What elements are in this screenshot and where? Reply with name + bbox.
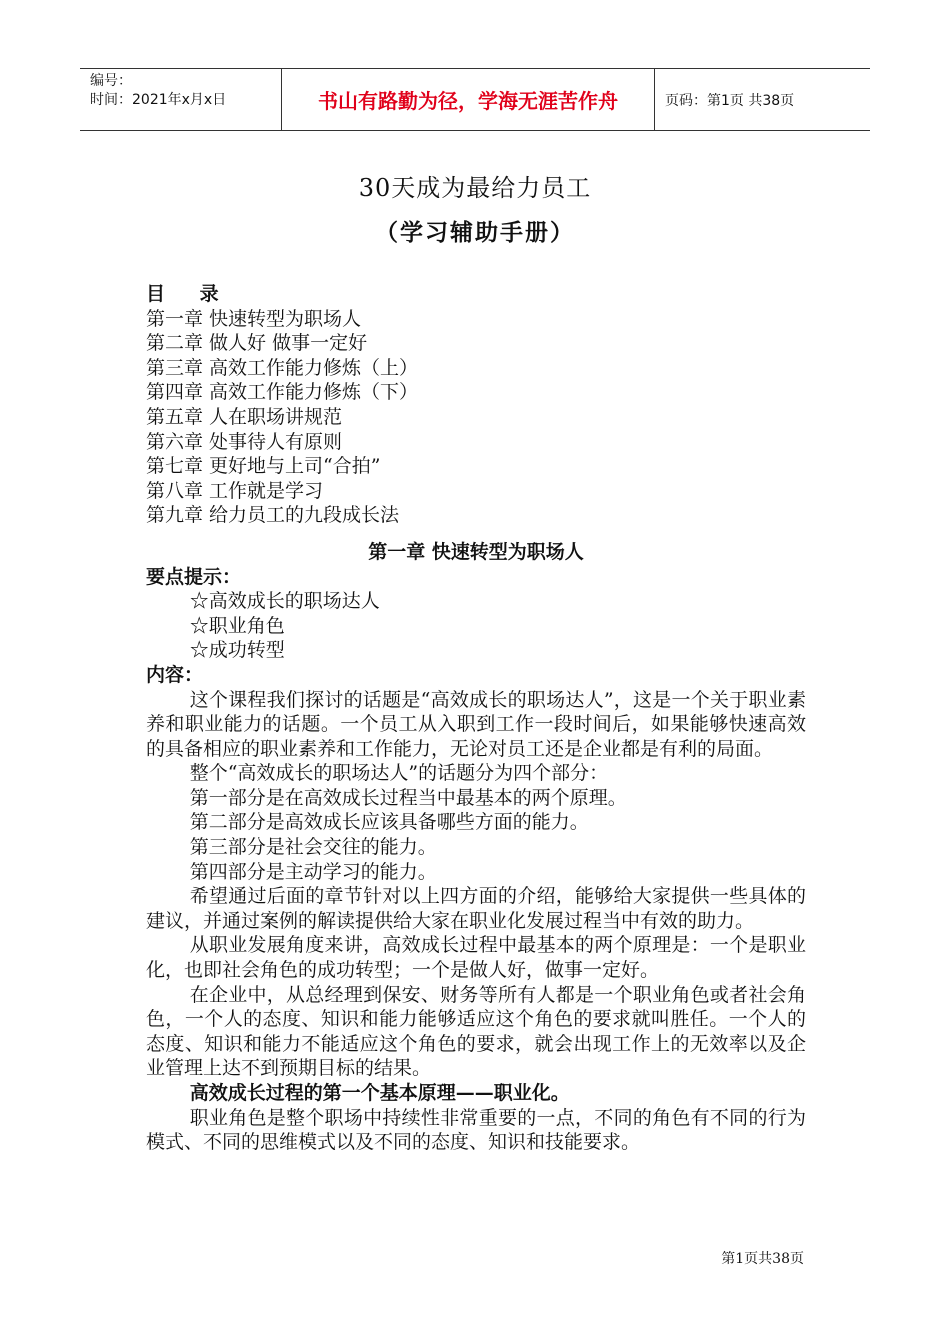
toc-item: 第九章 给力员工的九段成长法 bbox=[146, 504, 400, 527]
body-paragraph: 整个“高效成长的职场达人”的话题分为四个部分： bbox=[189, 762, 609, 785]
time-label: 时间：2021年x月x日 bbox=[90, 92, 227, 108]
number-label: 编号： bbox=[90, 73, 132, 89]
body-paragraph: 职业角色是整个职场中持续性非常重要的一点，不同的角色有不同的行为模式、不同的思维模式以及不同的态度、知识和技能要求。 bbox=[146, 1106, 806, 1154]
toc-item: 第六章 处事待人有原则 bbox=[146, 430, 343, 453]
toc-list bbox=[146, 307, 806, 528]
body-paragraph: 第一部分是在高效成长过程当中最基本的两个原理。 bbox=[189, 786, 627, 809]
document-header bbox=[80, 68, 870, 131]
key-point-item: ☆高效成长的职场达人 bbox=[189, 590, 380, 613]
header-page-label: 页码：第1页 共38页 bbox=[665, 92, 795, 109]
content-label: 内容： bbox=[146, 663, 204, 686]
toc-heading: 目 录 bbox=[146, 283, 233, 305]
toc-item: 第二章 做人好 做事一定好 bbox=[146, 332, 368, 355]
body-paragraph: 在企业中，从总经理到保安、财务等所有人都是一个职业角色或者社会角色，一个人的态度、知识和能力能够适应这个角色的要求就叫胜任。一个人的态度、知识和能力不能适应这个角色的要求，就会出现工作上的无效率以及企业管理上达不到预期目标的结果。 bbox=[146, 983, 806, 1080]
chapter-heading: 第一章 快速转型为职场人 bbox=[368, 540, 584, 563]
key-point-item: ☆职业角色 bbox=[189, 614, 285, 637]
toc-item: 第三章 高效工作能力修炼（上） bbox=[146, 356, 419, 379]
principle-heading: 高效成长过程的第一个基本原理——职业化。 bbox=[189, 1082, 570, 1104]
document-title: 30天成为最给力员工 bbox=[358, 174, 592, 202]
document-subtitle: （学习辅助手册） bbox=[375, 219, 575, 246]
body-paragraph: 第三部分是社会交往的能力。 bbox=[189, 836, 437, 859]
key-points-label: 要点提示： bbox=[146, 565, 242, 588]
body-paragraph: 希望通过后面的章节针对以上四方面的介绍，能够给大家提供一些具体的建议，并通过案例的解读提供给大家在职业化发展过程当中有效的助力。 bbox=[146, 885, 806, 932]
toc-item: 第五章 人在职场讲规范 bbox=[146, 405, 343, 428]
key-point-item: ☆成功转型 bbox=[189, 639, 285, 662]
body-paragraph: 这个课程我们探讨的话题是“高效成长的职场达人”，这是一个关于职业素养和职业能力的话题。一个员工从入职到工作一段时间后，如果能够快速高效的具备相应的职业素养和工作能力，无论对员工还是企业都是有利的局面。 bbox=[146, 688, 806, 760]
body-paragraph: 第四部分是主动学习的能力。 bbox=[189, 860, 437, 883]
body-paragraph: 第二部分是高效成长应该具备哪些方面的能力。 bbox=[189, 811, 589, 834]
header-meta bbox=[80, 69, 282, 130]
toc-item: 第一章 快速转型为职场人 bbox=[146, 307, 362, 330]
document-body bbox=[146, 282, 806, 1155]
toc-item: 第四章 高效工作能力修炼（下） bbox=[146, 381, 419, 404]
toc-item: 第七章 更好地与上司“合拍” bbox=[146, 455, 381, 478]
page-footer: 第1页共38页 bbox=[721, 1251, 804, 1267]
body-paragraph: 从职业发展角度来讲，高效成长过程中最基本的两个原理是：一个是职业化，也即社会角色的成功转型；一个是做人好，做事一定好。 bbox=[146, 934, 806, 982]
toc-item: 第八章 工作就是学习 bbox=[146, 479, 324, 502]
header-motto: 书山有路勤为径，学海无涯苦作舟 bbox=[282, 69, 655, 130]
